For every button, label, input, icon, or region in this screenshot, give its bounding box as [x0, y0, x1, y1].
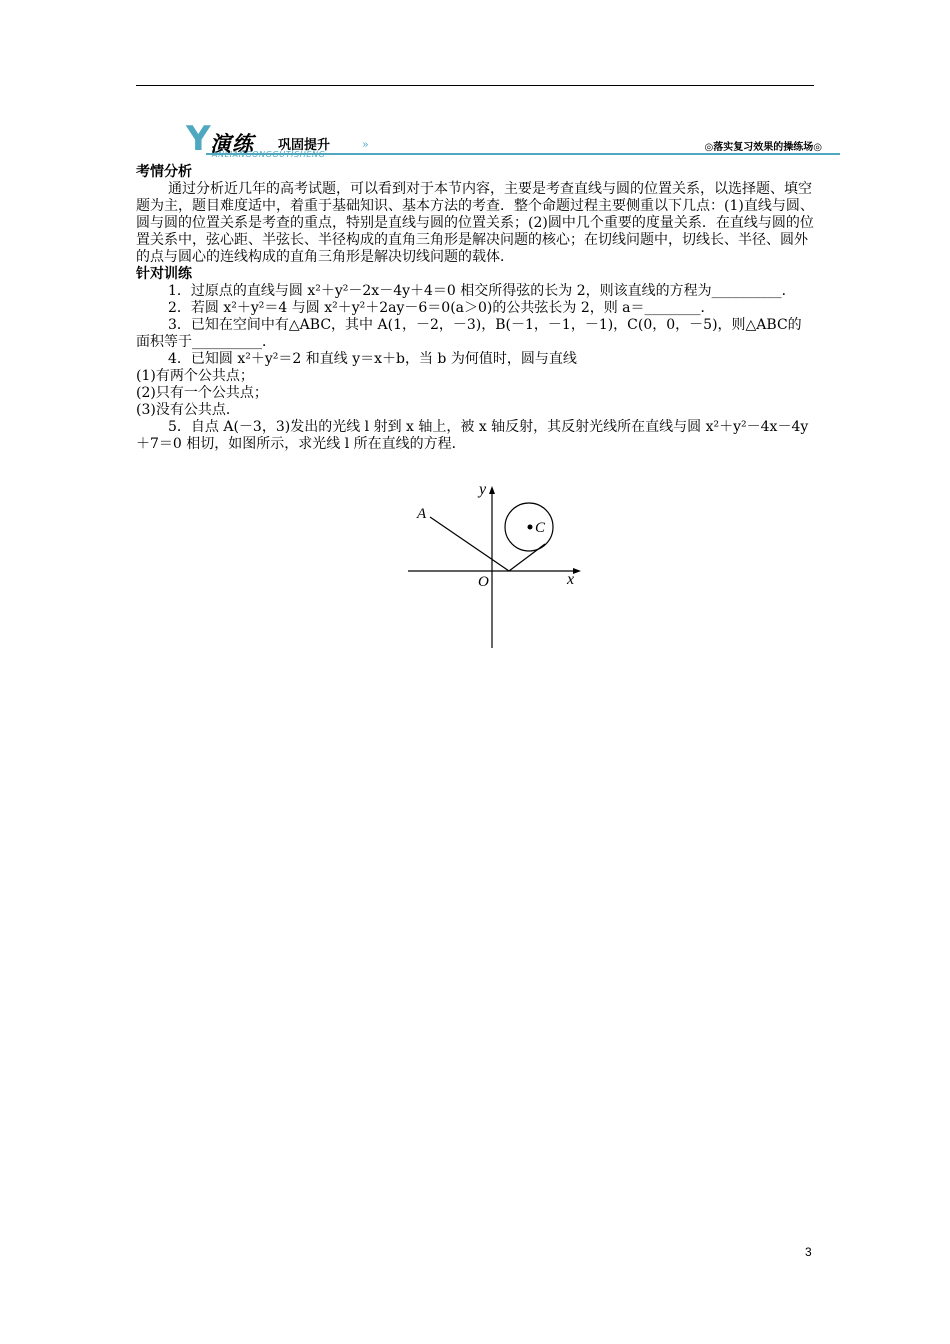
label-a: A	[417, 506, 427, 522]
label-c: C	[535, 520, 546, 536]
main-content	[136, 164, 814, 453]
question-2: 2．若圆 x²＋y²＝4 与圆 x²＋y²＋2ay－6＝0(a＞0)的公共弦长为 2，则 a＝________．	[168, 300, 715, 316]
banner-title: 演练	[210, 131, 254, 156]
question-4-item-1: (1)有两个公共点；	[136, 368, 254, 384]
reflection-diagram	[405, 480, 605, 650]
chevron-right-icon: »	[362, 138, 369, 151]
label-y: y	[479, 481, 487, 498]
question-1: 1．过原点的直线与圆 x²＋y²－2x－4y＋4＝0 相交所得弦的长为 2，则该直线的方程为__________．	[168, 283, 796, 299]
question-4-item-3: (3)没有公共点．	[136, 402, 240, 418]
label-x: x	[567, 571, 575, 588]
page-number: 3	[805, 1245, 812, 1259]
banner-logo-letter: Y	[186, 119, 211, 159]
section-banner	[186, 119, 840, 159]
incident-ray	[430, 517, 509, 571]
analysis-paragraph: 通过分析近几年的高考试题，可以看到对于本节内容，主要是考查直线与圆的位置关系，以选择题、填空题为主，题目难度适中，着重于基础知识、基本方法的考查．整个命题过程主要侧重以下几点：(1)直线与圆、圆与圆的位置关系是考查的重点，特别是直线与圆的位置关系；(2)圆中几个重要的度量关系．在直线与圆的位置关系中，弦心距、半弦长、半径构成的直角三角形是解决问题的核心；在切线问题中，切线长、半径、圆外的点与圆心的连线构成的直角三角形是解决切线问题的载体．	[136, 181, 814, 265]
training-heading: 针对训练	[136, 266, 192, 282]
banner-subtitle: 巩固提升	[278, 138, 331, 153]
y-axis-arrow-icon	[489, 486, 495, 494]
question-5: 5．自点 A(－3，3)发出的光线 l 射到 x 轴上，被 x 轴反射，其反射光线所在直线与圆 x²＋y²－4x－4y＋7＝0 相切，如图所示，求光线 l 所在直线的方程．	[136, 419, 809, 452]
question-3: 3．已知在空间中有△ABC，其中 A(1，－2，－3)，B(－1，－1，－1)，C(0，0，－5)，则△ABC的面积等于__________．	[136, 317, 802, 350]
question-4-item-2: (2)只有一个公共点；	[136, 385, 268, 401]
banner-motto: ◎落实复习效果的操练场◎	[704, 142, 822, 153]
question-4: 4．已知圆 x²＋y²＝2 和直线 y＝x＋b，当 b 为何值时，圆与直线	[168, 351, 577, 367]
center-point	[528, 525, 533, 530]
analysis-heading: 考情分析	[136, 164, 192, 180]
label-o: O	[478, 574, 489, 590]
banner-pinyin: ANLIANGONGGUTISHENG	[212, 150, 326, 159]
x-axis-arrow-icon	[573, 568, 581, 574]
top-rule	[136, 85, 814, 86]
